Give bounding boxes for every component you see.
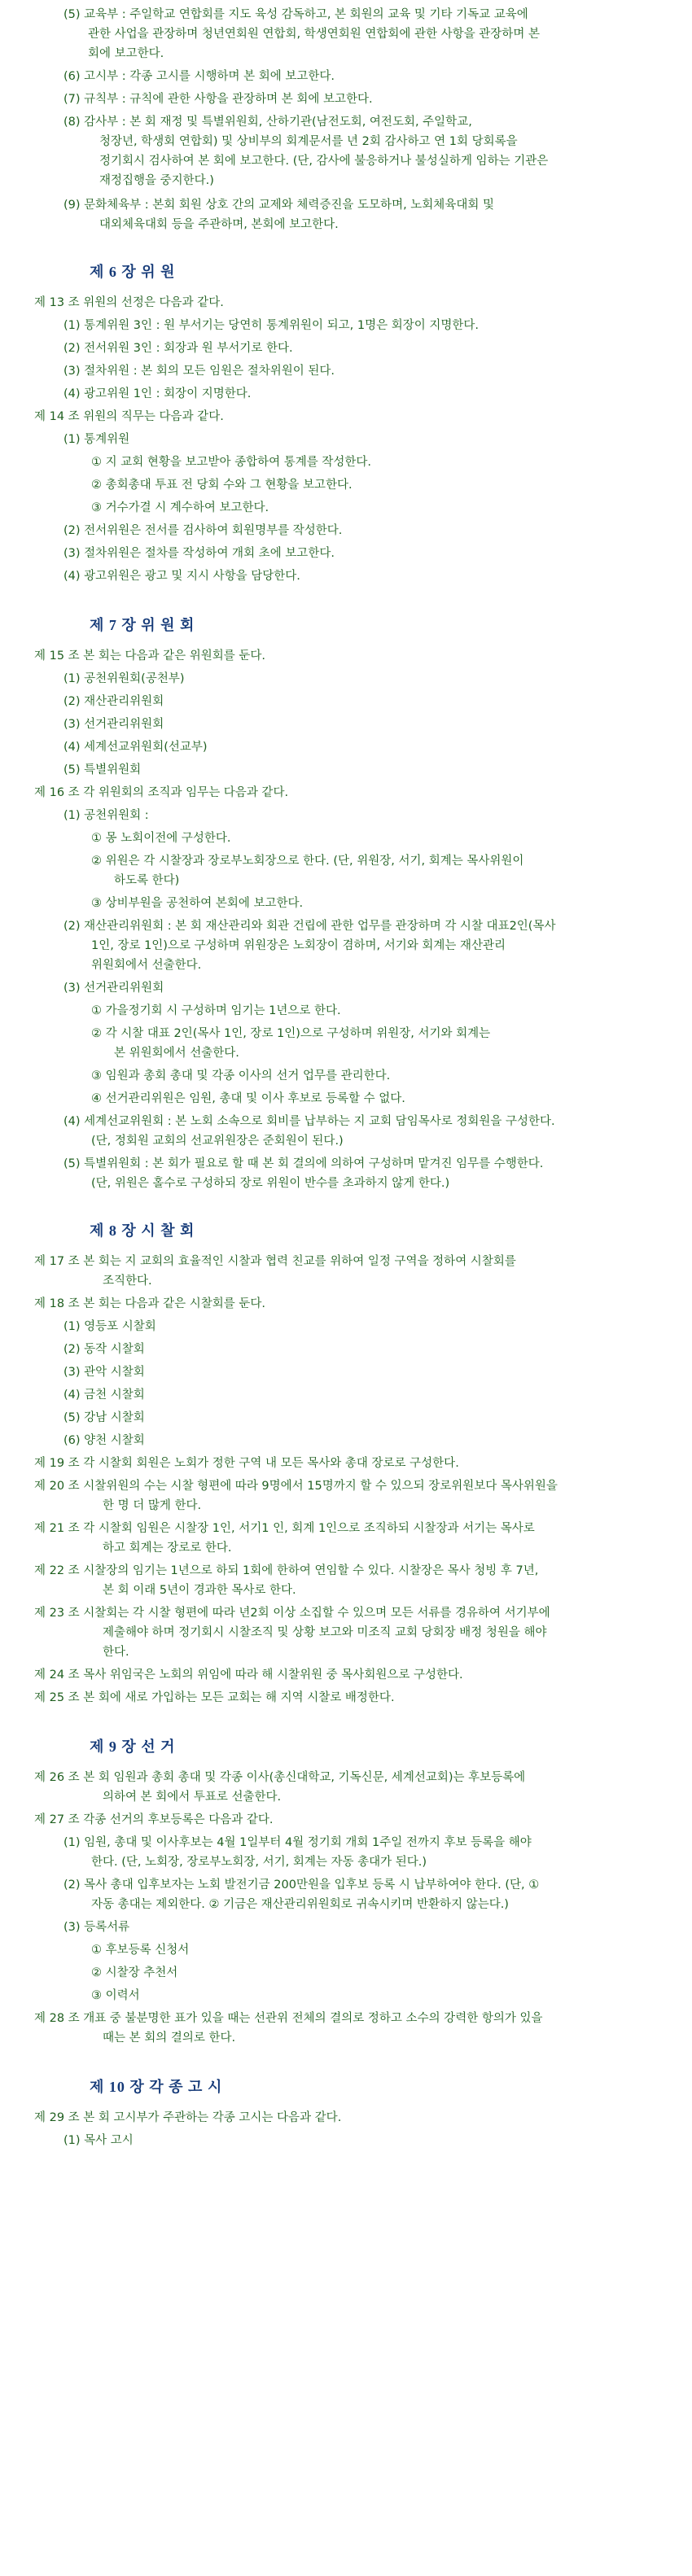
text-line: (1) 공천위원회(공천부) [64, 672, 185, 685]
text-line: (5) 강남 시찰회 [64, 1411, 145, 1424]
chapter-heading: 제 6 장 위 원 [90, 264, 176, 280]
text-line: 대외체육대회 등을 주관하며, 본회에 보고한다. [99, 218, 339, 231]
text-line: (3) 등록서류 [64, 1921, 130, 1934]
text-line: 한 명 더 많게 한다. [103, 1499, 202, 1512]
text-line: (2) 동작 시찰회 [64, 1343, 145, 1356]
article-line: 제 28 조 개표 중 불분명한 표가 있을 때는 선관위 전체의 결의로 정하고 소수의 강력한 항의가 있을 [34, 2012, 543, 2025]
article-line: 제 13 조 위원의 선정은 다음과 같다. [34, 296, 224, 309]
article-line: 제 24 조 목사 위임국은 노회의 위임에 따라 해 시찰위원 중 목사회원으로 구성한다. [34, 1668, 463, 1682]
text-line: 1인, 장로 1인)으로 구성하며 위원장은 노회장이 겸하며, 서기와 회계는 재산관리 [91, 939, 506, 952]
text-line: (4) 세계선교위원회(선교부) [64, 741, 208, 754]
text-line: (3) 관악 시찰회 [64, 1366, 145, 1379]
chapter-heading: 제 9 장 선 거 [90, 1738, 176, 1755]
chapter-heading: 제 7 장 위 원 회 [90, 617, 195, 633]
text-line: (3) 절차위원은 절차를 작성하여 개회 초에 보고한다. [64, 547, 335, 560]
text-line: (2) 목사 총대 입후보자는 노회 발전기금 200만원을 입후보 등록 시 납부하여야 한다. (단, ① [64, 1878, 540, 1892]
text-line: 하도록 한다) [114, 874, 180, 887]
text-line: ② 총회총대 투표 전 당회 수와 그 현황을 보고한다. [91, 479, 353, 492]
text-line: (1) 통계위원 3인 : 원 부서기는 당연히 통계위원이 되고, 1명은 회장이 지명한다. [64, 319, 479, 332]
text-line: ② 각 시찰 대표 2인(목사 1인, 장로 1인)으로 구성하며 위원장, 서기와 회계는 [91, 1027, 491, 1040]
text-line: (2) 전서위원은 전서를 검사하여 회원명부를 작성한다. [64, 524, 343, 537]
article-line: 제 16 조 각 위원회의 조직과 임무는 다음과 같다. [34, 786, 289, 799]
article-line: 제 19 조 각 시찰회 회원은 노회가 정한 구역 내 모든 목사와 총대 장로로 구성한다. [34, 1457, 459, 1470]
text-line: ③ 상비부원을 공천하여 본회에 보고한다. [91, 897, 304, 910]
text-line: 조직한다. [103, 1275, 152, 1288]
text-line: (3) 절차위원 : 본 회의 모든 임원은 절차위원이 된다. [64, 365, 335, 378]
text-line: (1) 목사 고시 [64, 2134, 134, 2147]
text-line: (3) 선거관리위원회 [64, 718, 164, 731]
article-line: 제 29 조 본 회 고시부가 주관하는 각종 고시는 다음과 같다. [34, 2111, 342, 2124]
text-line: 본 위원회에서 선출한다. [114, 1047, 239, 1060]
text-line: (1) 임원, 총대 및 이사후보는 4월 1일부터 4월 정기회 개회 1주일 전까지 후보 등록을 해야 [64, 1836, 532, 1849]
text-line: (단, 정회원 교회의 선교위원장은 준회원이 된다.) [91, 1135, 344, 1148]
article-line: 제 15 조 본 회는 다음과 같은 위원회를 둔다. [34, 649, 266, 663]
text-line: 의하여 본 회에서 투표로 선출한다. [103, 1791, 282, 1804]
text-line: (1) 통계위원 [64, 433, 130, 446]
text-line: 청장년, 학생회 연합회) 및 상비부의 회계문서를 년 2회 감사하고 연 1회 당회록을 [99, 135, 518, 148]
text-line: ① 몽 노회이전에 구성한다. [91, 832, 231, 845]
text-line: (4) 광고위원 1인 : 회장이 지명한다. [64, 387, 252, 400]
text-line: (5) 특별위원회 [64, 763, 142, 776]
chapter-heading: 제 10 장 각 종 고 시 [90, 2079, 223, 2095]
text-line: (9) 문화체육부 : 본회 회원 상호 간의 교제와 체력증진을 도모하며, 노회체육대회 및 [64, 199, 494, 212]
text-line: ② 시찰장 추천서 [91, 1966, 178, 1979]
article-line: 제 25 조 본 회에 새로 가입하는 모든 교회는 해 지역 시찰로 배정한다. [34, 1691, 395, 1704]
text-line: (3) 선거관리위원회 [64, 982, 164, 995]
text-line: (7) 규칙부 : 규칙에 관한 사항을 관장하며 본 회에 보고한다. [64, 93, 373, 106]
text-line: ④ 선거관리위원은 임원, 총대 및 이사 후보로 등록할 수 없다. [91, 1092, 405, 1105]
text-line: 한다. [103, 1646, 129, 1659]
text-line: 재정집행을 중지한다.) [99, 174, 214, 187]
text-line: ① 지 교회 현황을 보고받아 종합하여 통계를 작성한다. [91, 456, 372, 469]
article-line: 제 26 조 본 회 임원과 총회 총대 및 각종 이사(총신대학교, 기독신문, 세계선교회)는 후보등록에 [34, 1771, 526, 1784]
text-line: ① 후보등록 신청서 [91, 1944, 190, 1957]
article-line: 제 23 조 시찰회는 각 시찰 형편에 따라 년2회 이상 소집할 수 있으며 모든 서류를 경유하여 서기부에 [34, 1607, 550, 1620]
text-line: (2) 재산관리위원회 : 본 회 재산관리와 회관 건립에 관한 업무를 관장하며 각 시찰 대표2인(목사 [64, 920, 556, 933]
text-line: 때는 본 회의 결의로 한다. [103, 2031, 236, 2045]
text-line: (6) 양천 시찰회 [64, 1434, 145, 1447]
text-line: (2) 재산관리위원회 [64, 695, 164, 708]
text-line: (8) 감사부 : 본 회 재정 및 특별위원회, 산하기관(남전도회, 여전도회, 주일학교, [64, 116, 472, 129]
text-line: ② 위원은 각 시찰장과 장로부노회장으로 한다. (단, 위원장, 서기, 회계는 목사위원이 [91, 855, 524, 868]
text-line: ③ 거수가결 시 계수하여 보고한다. [91, 501, 269, 514]
text-line: 위원회에서 선출한다. [91, 959, 202, 972]
text-line: (5) 교육부 : 주일학교 연합회를 지도 육성 감독하고, 본 회원의 교육 및 기타 기독교 교육에 [64, 8, 528, 21]
article-line: 제 22 조 시찰장의 임기는 1년으로 하되 1회에 한하여 연임할 수 있다. 시찰장은 목사 청빙 후 7년, [34, 1564, 539, 1577]
text-line: (4) 금천 시찰회 [64, 1389, 145, 1402]
text-line: 본 회 이래 5년이 경과한 목사로 한다. [103, 1584, 296, 1597]
article-line: 제 27 조 각종 선거의 후보등록은 다음과 같다. [34, 1813, 274, 1826]
text-line: (1) 영등포 시찰회 [64, 1320, 156, 1333]
text-line: ① 가을정기회 시 구성하며 임기는 1년으로 한다. [91, 1004, 341, 1017]
text-line: 한다. (단, 노회장, 장로부노회장, 서기, 회계는 자동 총대가 된다.) [91, 1856, 427, 1869]
text-line: (6) 고시부 : 각종 고시를 시행하며 본 회에 보고한다. [64, 70, 335, 83]
text-line: (5) 특별위원회 : 본 회가 필요로 할 때 본 회 결의에 의하여 구성하며 맡겨진 임무를 수행한다. [64, 1157, 544, 1170]
text-line: (4) 광고위원은 광고 및 지시 사항을 담당한다. [64, 570, 300, 583]
article-line: 제 20 조 시찰위원의 수는 시찰 형편에 따라 9명에서 15명까지 할 수 있으되 장로위원보다 목사위원을 [34, 1480, 558, 1493]
article-line: 제 21 조 각 시찰회 임원은 시찰장 1인, 서기1 인, 회계 1인으로 조직하되 시찰장과 서기는 목사로 [34, 1522, 535, 1535]
text-line: (단, 위원은 홀수로 구성하되 장로 위원이 반수를 초과하지 않게 한다.) [91, 1177, 450, 1190]
text-line: (2) 전서위원 3인 : 회장과 원 부서기로 한다. [64, 342, 293, 355]
article-line: 제 18 조 본 회는 다음과 같은 시찰회를 둔다. [34, 1297, 266, 1310]
article-line: 제 14 조 위원의 직무는 다음과 같다. [34, 410, 224, 423]
text-line: 하고 회계는 장로로 한다. [103, 1542, 232, 1555]
text-line: (1) 공천위원회 : [64, 809, 149, 822]
text-line: 제출해야 하며 정기회시 시찰조직 및 상황 보고와 미조직 교회 당회장 배정 청원을 해야 [103, 1626, 547, 1639]
text-line: 자동 총대는 제외한다. ② 기금은 재산관리위원회로 귀속시키며 반환하지 않는다.) [91, 1898, 509, 1911]
article-line: 제 17 조 본 회는 지 교회의 효율적인 시찰과 협력 친교를 위하여 일정 구역을 정하여 시찰회를 [34, 1255, 516, 1268]
chapter-heading: 제 8 장 시 찰 회 [90, 1222, 195, 1239]
text-line: (4) 세계선교위원회 : 본 노회 소속으로 회비를 납부하는 지 교회 담임목사로 정회원을 구성한다. [64, 1115, 555, 1128]
text-line: 관한 사업을 관장하며 청년연회원 연합회, 학생연회원 연합회에 관한 사항을 관장하며 본 [88, 28, 540, 41]
text-line: 회에 보고한다. [88, 47, 164, 60]
text-line: ③ 이력서 [91, 1989, 140, 2002]
text-line: 정기회시 검사하여 본 회에 보고한다. (단, 감사에 불응하거나 불성실하게 임하는 기관은 [99, 155, 549, 168]
text-line: ③ 임원과 총회 총대 및 각종 이사의 선거 업무를 관리한다. [91, 1069, 391, 1082]
